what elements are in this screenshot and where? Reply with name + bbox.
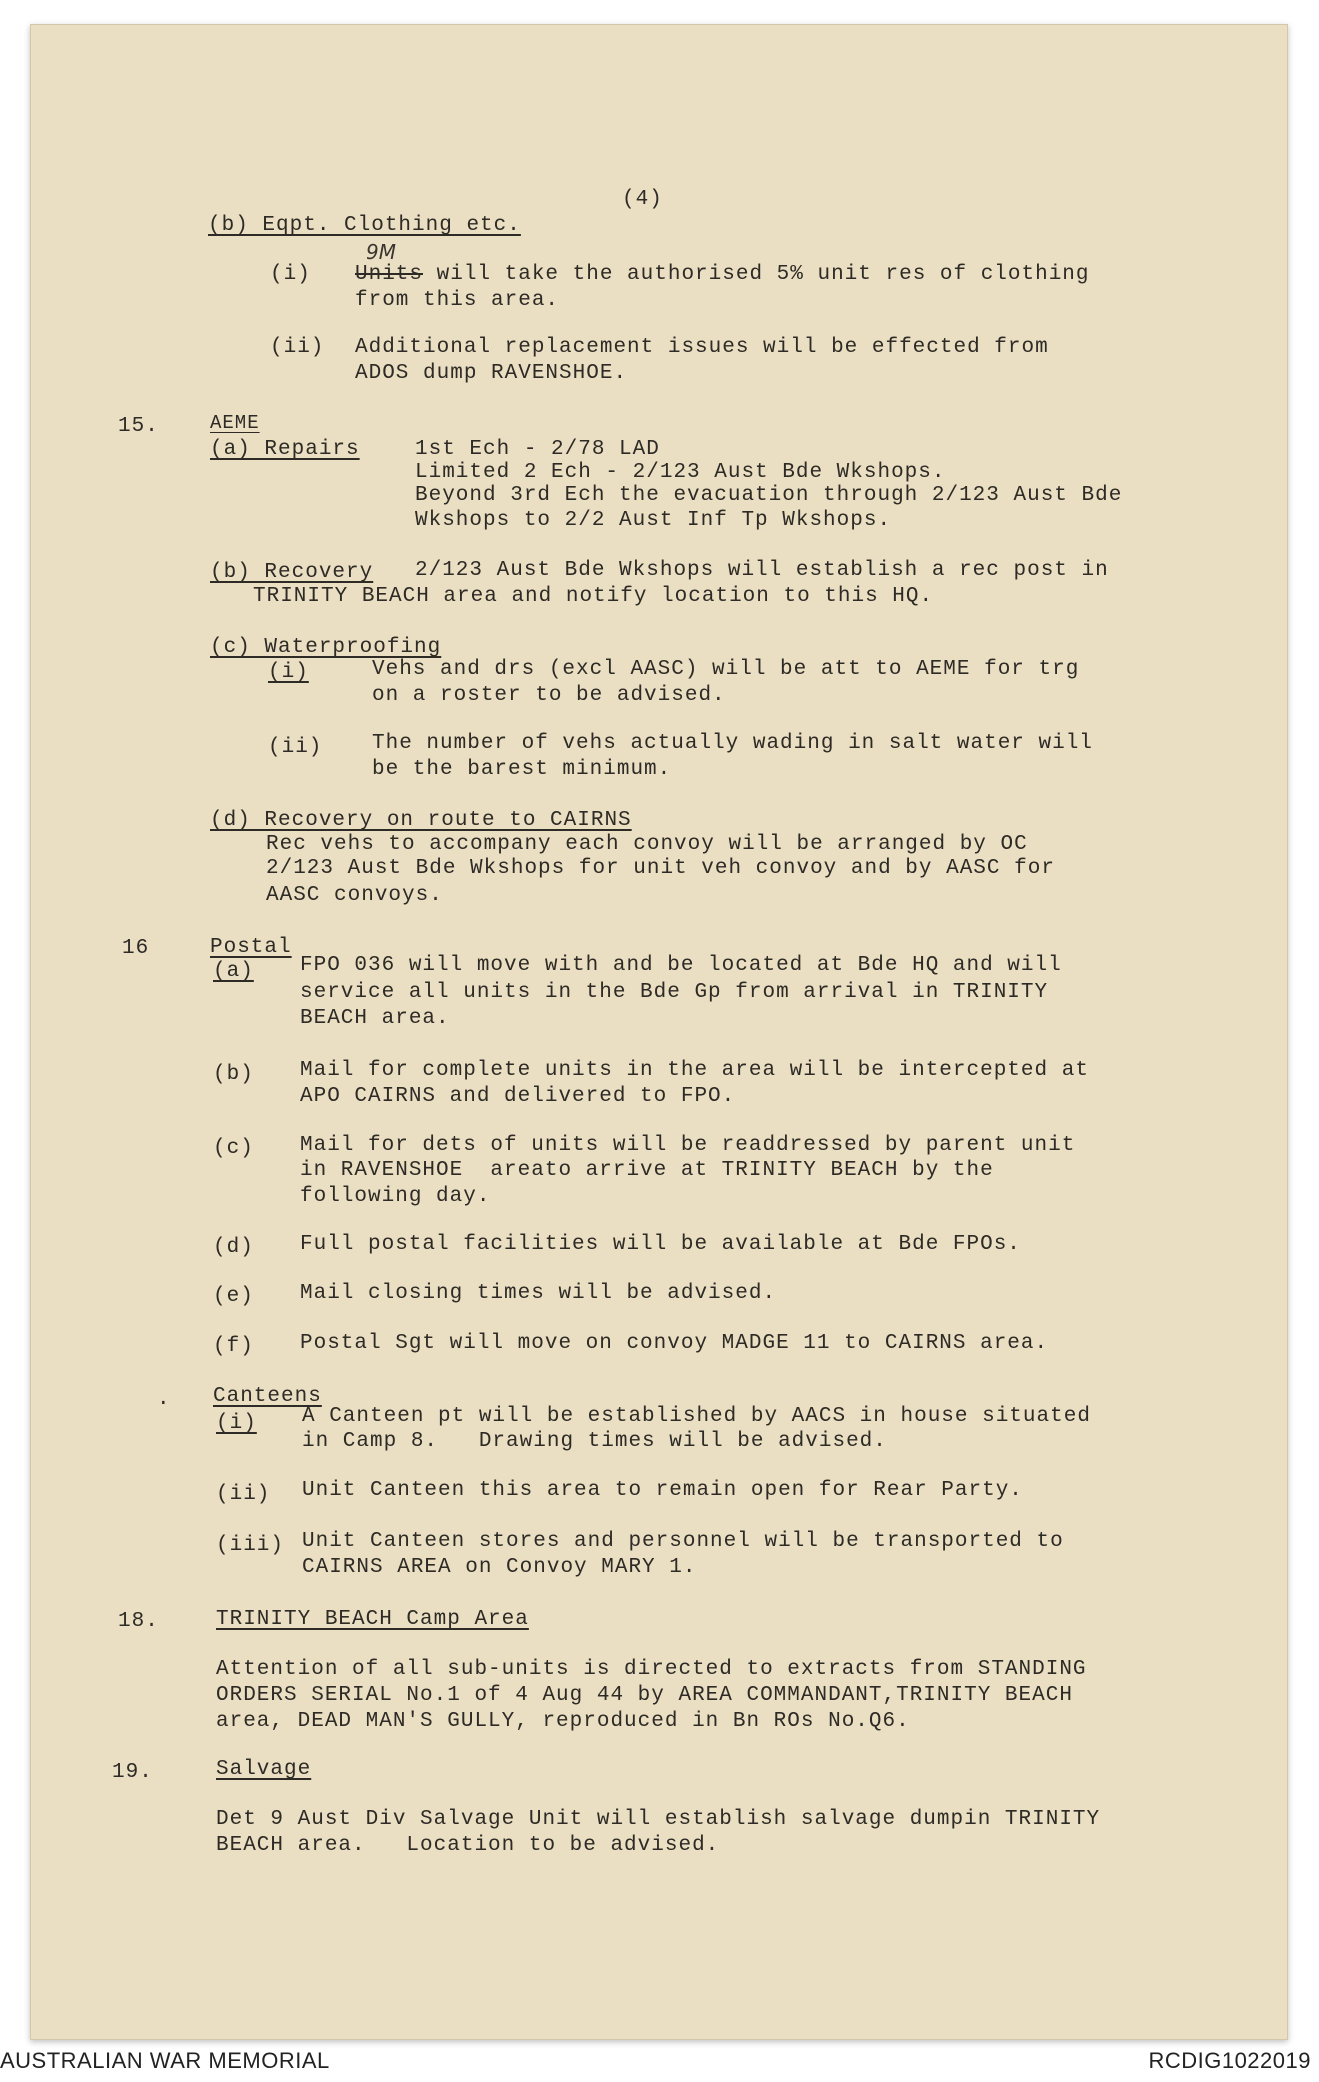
document-page bbox=[30, 24, 1288, 2040]
camp-area-line: Attention of all sub-units is directed to extracts from STANDING bbox=[216, 1658, 1087, 1681]
canteen-i-line: in Camp 8. Drawing times will be advised. bbox=[302, 1430, 887, 1453]
repairs-line: Limited 2 Ech - 2/123 Aust Bde Wkshops. bbox=[415, 461, 946, 484]
item-number: (ii) bbox=[268, 736, 323, 759]
waterproofing-line: Vehs and drs (excl AASC) will be att to AEME for trg bbox=[372, 658, 1080, 681]
recovery-route-label: (d) Recovery on route to CAIRNS bbox=[210, 809, 632, 832]
section-number: 16 bbox=[122, 937, 150, 960]
item-number: (ii) bbox=[216, 1483, 271, 1506]
waterproofing-line: on a roster to be advised. bbox=[372, 684, 726, 707]
repairs-line: Wkshops to 2/2 Aust Inf Tp Wkshops. bbox=[415, 509, 892, 532]
salvage-line: BEACH area. Location to be advised. bbox=[216, 1834, 720, 1857]
eqpt-i-line1-rest: will take the authorised 5% unit res of clothing bbox=[423, 263, 1090, 286]
section-title: Salvage bbox=[216, 1758, 312, 1781]
postal-a-line: FPO 036 will move with and be located at Bde HQ and will bbox=[300, 954, 1062, 977]
recovery-route-line: AASC convoys. bbox=[266, 884, 443, 907]
item-number: (iii) bbox=[216, 1534, 285, 1557]
recovery-line: 2/123 Aust Bde Wkshops will establish a rec post in bbox=[415, 559, 1109, 582]
eqpt-i-line1 bbox=[355, 262, 1090, 288]
section-number: . bbox=[157, 1388, 171, 1411]
postal-e-line: Mail closing times will be advised. bbox=[300, 1282, 777, 1305]
struck-word: Units bbox=[355, 263, 424, 286]
postal-c-line: Mail for dets of units will be readdressed by parent unit bbox=[300, 1134, 1076, 1157]
waterproofing-line: be the barest minimum. bbox=[372, 758, 672, 781]
eqpt-clothing-heading: (b) Eqpt. Clothing etc. bbox=[208, 214, 521, 237]
archive-credit: AUSTRALIAN WAR MEMORIAL bbox=[0, 2048, 330, 2073]
recovery-route-line: 2/123 Aust Bde Wkshops for unit veh convoy and by AASC for bbox=[266, 857, 1055, 880]
item-number: (a) bbox=[213, 960, 254, 983]
canteen-iii-line: CAIRNS AREA on Convoy MARY 1. bbox=[302, 1556, 697, 1579]
archive-reference: RCDIG1022019 bbox=[1148, 2048, 1311, 2073]
postal-b-line: Mail for complete units in the area will be intercepted at bbox=[300, 1059, 1089, 1082]
eqpt-ii-line1: Additional replacement issues will be effected from bbox=[355, 336, 1049, 359]
item-number: (i) bbox=[270, 263, 311, 286]
handwritten-note: 9M bbox=[366, 240, 396, 264]
section-title: AEME bbox=[210, 412, 260, 434]
item-number: (c) bbox=[213, 1137, 254, 1160]
eqpt-ii-line2: ADOS dump RAVENSHOE. bbox=[355, 362, 628, 385]
section-number: 19. bbox=[112, 1761, 153, 1784]
camp-area-line: ORDERS SERIAL No.1 of 4 Aug 44 by AREA COMMANDANT,TRINITY BEACH bbox=[216, 1684, 1073, 1707]
waterproofing-line: The number of vehs actually wading in salt water will bbox=[372, 732, 1093, 755]
postal-d-line: Full postal facilities will be available at Bde FPOs. bbox=[300, 1233, 1021, 1256]
repairs-label: (a) Repairs bbox=[210, 438, 360, 461]
postal-c-line: in RAVENSHOE areato arrive at TRINITY BEACH by the bbox=[300, 1159, 994, 1182]
canteen-iii-line: Unit Canteen stores and personnel will be transported to bbox=[302, 1530, 1064, 1553]
postal-f-line: Postal Sgt will move on convoy MADGE 11 to CAIRNS area. bbox=[300, 1332, 1049, 1355]
salvage-line: Det 9 Aust Div Salvage Unit will establish salvage dumpin TRINITY bbox=[216, 1808, 1101, 1831]
recovery-line: TRINITY BEACH area and notify location to this HQ. bbox=[253, 585, 934, 608]
camp-area-line: area, DEAD MAN'S GULLY, reproduced in Bn ROs No.Q6. bbox=[216, 1710, 910, 1733]
item-number: (ii) bbox=[270, 336, 325, 359]
recovery-label: (b) Recovery bbox=[210, 561, 374, 584]
postal-b-line: APO CAIRNS and delivered to FPO. bbox=[300, 1085, 736, 1108]
item-number: (d) bbox=[213, 1236, 254, 1259]
item-number: (b) bbox=[213, 1063, 254, 1086]
postal-c-line: following day. bbox=[300, 1185, 491, 1208]
repairs-line: Beyond 3rd Ech the evacuation through 2/123 Aust Bde bbox=[415, 484, 1123, 507]
canteen-i-line: A Canteen pt will be established by AACS in house situated bbox=[302, 1405, 1091, 1428]
section-title: Postal bbox=[210, 936, 292, 959]
section-title: Canteens bbox=[213, 1385, 322, 1408]
item-number: (e) bbox=[213, 1285, 254, 1308]
postal-a-line: service all units in the Bde Gp from arrival in TRINITY bbox=[300, 981, 1049, 1004]
section-number: 18. bbox=[118, 1610, 159, 1633]
recovery-route-line: Rec vehs to accompany each convoy will be arranged by OC bbox=[266, 833, 1028, 856]
item-number: (i) bbox=[216, 1412, 257, 1435]
postal-a-line: BEACH area. bbox=[300, 1007, 450, 1030]
item-number: (i) bbox=[268, 661, 309, 684]
canteen-ii-line: Unit Canteen this area to remain open for Rear Party. bbox=[302, 1479, 1023, 1502]
waterproofing-label: (c) Waterproofing bbox=[210, 636, 442, 659]
eqpt-i-line2: from this area. bbox=[355, 289, 560, 312]
section-title: TRINITY BEACH Camp Area bbox=[216, 1608, 529, 1631]
item-number: (f) bbox=[213, 1335, 254, 1358]
page-number: (4) bbox=[622, 188, 663, 211]
section-number: 15. bbox=[118, 415, 159, 438]
repairs-line: 1st Ech - 2/78 LAD bbox=[415, 438, 660, 461]
